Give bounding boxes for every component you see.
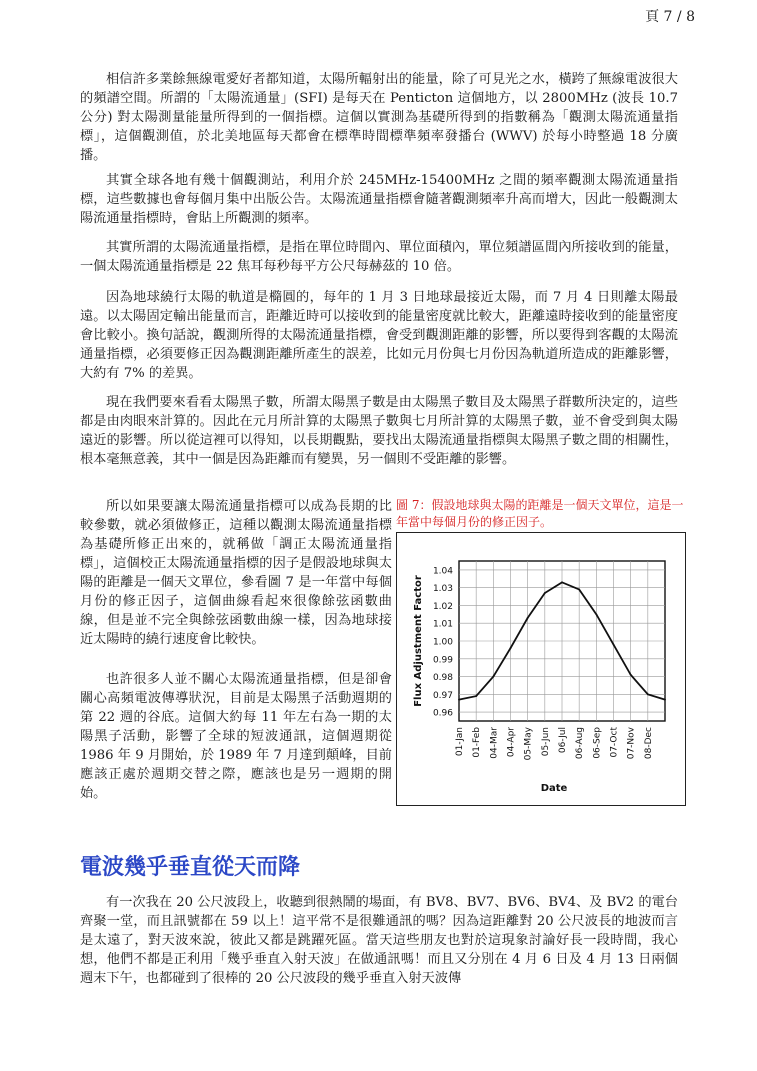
series-point bbox=[664, 699, 666, 701]
x-tick-label: 05-May bbox=[523, 727, 534, 761]
figure-frame bbox=[396, 532, 686, 806]
x-tick-label: 06-Aug bbox=[575, 727, 586, 760]
y-tick-label: 1.04 bbox=[432, 566, 453, 577]
x-axis-label: Date bbox=[540, 783, 568, 794]
series-point bbox=[458, 699, 460, 701]
page-number: 頁 7 / 8 bbox=[645, 9, 695, 25]
paragraph-sfi-intro: 相信許多業餘無線電愛好者都知道，太陽所輻射出的能量，除了可見光之水，橫跨了無線電波很大的頻譜空間。所謂的「太陽流通量」(SFI) 是每天在 Penticton 這個地方，以 2800MHz (波長 10.7 公分) 對太陽測量能量所得到的一個指標。這個以實測為基礎所得到的指數稱為「觀測太陽流通量指標」，這個觀測值，於北美地區每天都會在標準時間標準頻率發播台 (WWV) 於每小時整過 18 分廣播。 bbox=[80, 72, 678, 163]
y-tick-label: 1.01 bbox=[432, 619, 453, 630]
y-axis-label: Flux Adjustment Factor bbox=[413, 575, 424, 707]
series-point bbox=[527, 617, 529, 619]
y-tick-label: 0.97 bbox=[432, 690, 453, 701]
paragraph-stations: 其實全球各地有幾十個觀測站，利用介於 245MHz-15400MHz 之間的頻率觀測太陽流通量指標，這些數據也會每個月集中出版公告。太陽流通量指標會隨著觀測頻率升高而增大，因此一般觀測太陽流通量指標時，會貼上所觀測的頻率。 bbox=[80, 173, 678, 226]
x-tick-label: 01-Feb bbox=[472, 727, 483, 758]
y-tick-label: 0.99 bbox=[432, 655, 453, 666]
x-tick-label: 06-Jul bbox=[558, 727, 568, 754]
paragraph-definition: 其實所謂的太陽流通量指標，是指在單位時間內、單位面積內，單位頻譜區間內所接收到的能量，一個太陽流通量指標是 22 焦耳每秒每平方公尺每赫茲的 10 倍。 bbox=[80, 240, 678, 274]
y-tick-label: 0.96 bbox=[432, 708, 453, 719]
x-tick-label: 08-Dec bbox=[643, 727, 654, 760]
paragraph-solar-cycle: 也許很多人並不關心太陽流通量指標，但是卻會關心高頻電波傳導狀況，目前是太陽黑子活動週期的第 22 週的谷底。這個大約每 11 年左右為一期的太陽黑子活動，影響了全球的短波通訊，這個週期從 1986 年 9 月開始，於 1989 年 7 月達到顛峰，目前應該正處於週期交替之際，應該也是另一週期的開始。 bbox=[80, 672, 392, 801]
x-tick-label: 06-Sep bbox=[592, 727, 603, 759]
paragraph-orbit: 因為地球繞行太陽的軌道是橢圓的，每年的 1 月 3 日地球最接近太陽，而 7 月 4 日則離太陽最遠。以太陽固定輸出能量而言，距離近時可以接收到的能量密度就比較大，距離遠時接收到的能量密度會比較小。換句話說，觀測所得的太陽流通量指標，會受到觀測距離的影響，所以要得到客觀的太陽流通量指標，必須要修正因為觀測距離所產生的誤差，比如元月份與七月份因為軌道所造成的距離影響，大約有 7% 的差異。 bbox=[80, 290, 678, 381]
x-tick-label: 07-Oct bbox=[609, 727, 620, 758]
paragraph-sunspot: 現在我們要來看看太陽黑子數，所謂太陽黑子數是由太陽黑子數目及太陽黑子群數所決定的，這些都是由肉眼來計算的。因此在元月所計算的太陽黑子數與七月所計算的太陽黑子數，並不會受到與太陽遠近的影響。所以從這裡可以得知，以長期觀點，要找出太陽流通量指標與太陽黑子數之間的相關性，根本毫無意義，其中一個是因為距離而有變異，另一個則不受距離的影響。 bbox=[80, 395, 678, 467]
section-heading: 電波幾乎垂直從天而降 bbox=[80, 855, 301, 880]
series-point bbox=[544, 592, 546, 594]
paragraph-adjusted-flux: 所以如果要讓太陽流通量指標可以成為長期的比較參數，就必須做修正，這種以觀測太陽流通量指標為基礎所修正出來的，就稱做「調正太陽流通量指標」，這個校正太陽流通量指標的因子是假設地球與太陽的距離是一個天文單位，參看圖 7 是一年當中每個月份的修正因子，這個曲線看起來很像餘弦函數曲線，但是並不完全與餘弦函數曲線一樣，因為地球接近太陽時的繞行速度會比較快。 bbox=[80, 499, 392, 647]
flux-adjustment-chart bbox=[397, 533, 685, 805]
x-tick-label: 01-Jan bbox=[455, 727, 465, 757]
paragraph-vertical-wave: 有一次我在 20 公尺波段上，收聽到很熱鬧的場面，有 BV8、BV7、BV6、BV4、及 BV2 的電台齊聚一堂，而且訊號都在 59 以上！這平常不是很難通訊的嗎？因為這距離對 20 公尺波長的地波而言是太遠了，對天波來說，彼此又都是跳躍死區。當天這些朋友也對於這現象討論好長一段時間，我心想，他們不都是正利用「幾乎垂直入射天波」在做通訊嗎！而且又分別在 4 月 6 日及 4 月 13 日兩個週末下午，也都碰到了很棒的 20 公尺波段的幾乎垂直入射天波傳 bbox=[80, 895, 678, 986]
y-tick-label: 1.00 bbox=[432, 637, 453, 648]
series-point bbox=[492, 676, 494, 678]
figure-caption: 圖 7：假設地球與太陽的距離是一個天文單位，這是一年當中每個月份的修正因子。 bbox=[396, 498, 684, 529]
series-point bbox=[578, 589, 580, 591]
series-point bbox=[647, 693, 649, 695]
x-tick-label: 04-Apr bbox=[506, 727, 517, 758]
x-tick-label: 05-Jun bbox=[540, 727, 551, 757]
y-tick-label: 1.03 bbox=[432, 584, 453, 595]
x-tick-label: 07-Nov bbox=[626, 727, 637, 760]
series-point bbox=[510, 647, 512, 649]
series-point bbox=[561, 581, 563, 583]
series-point bbox=[630, 674, 632, 676]
x-tick-label: 04-Mar bbox=[489, 727, 500, 759]
y-tick-label: 0.98 bbox=[432, 673, 453, 684]
series-point bbox=[595, 613, 597, 615]
y-tick-label: 1.02 bbox=[432, 601, 453, 612]
series-point bbox=[613, 644, 615, 646]
series-point bbox=[475, 695, 477, 697]
